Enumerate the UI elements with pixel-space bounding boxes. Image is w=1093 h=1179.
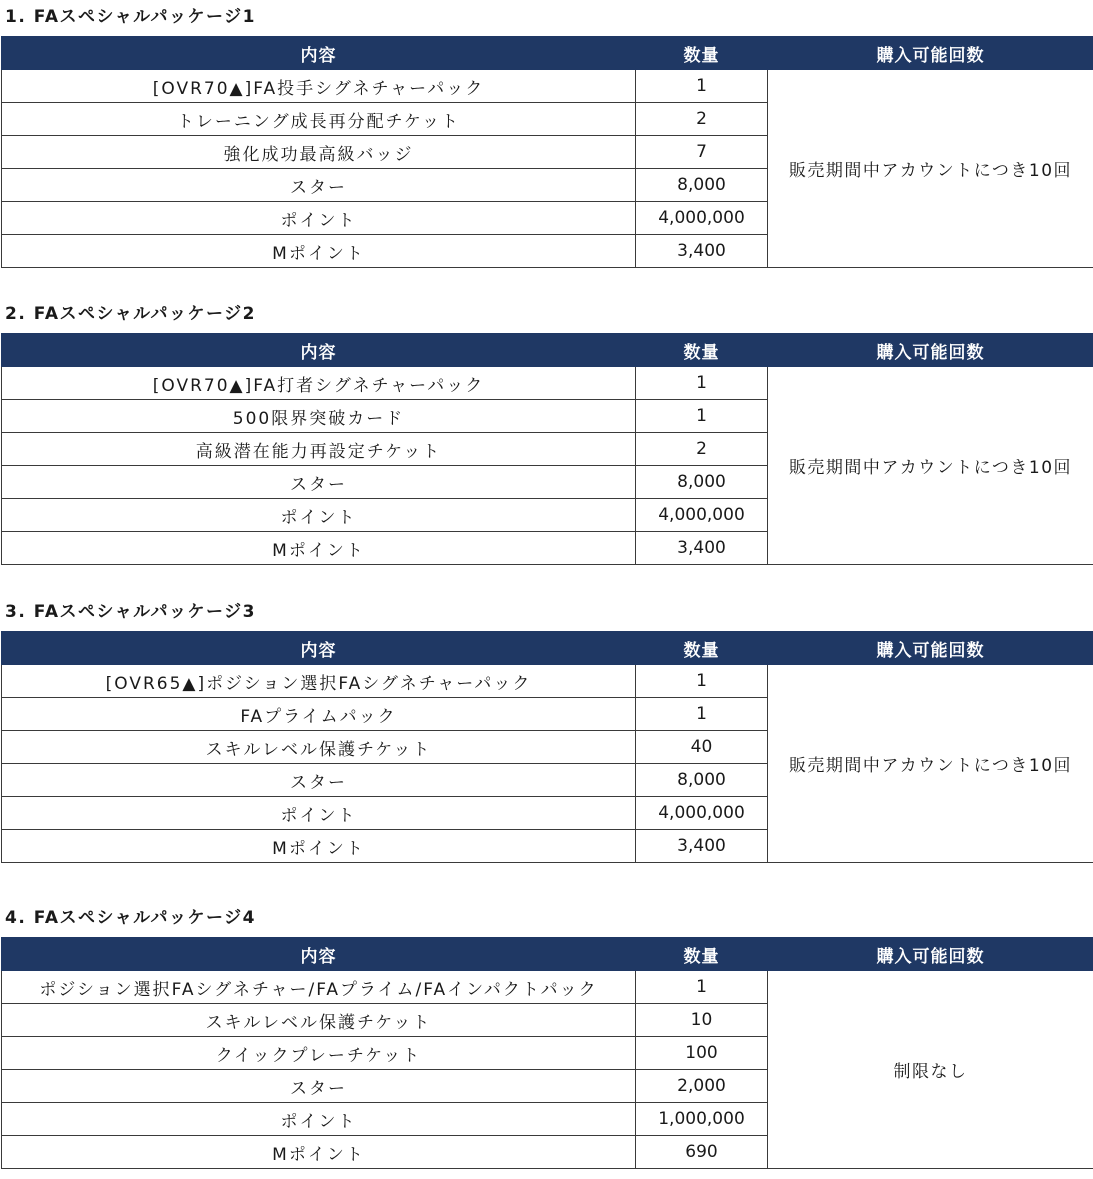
item-quantity: 690 — [636, 1136, 768, 1169]
item-quantity: 4,000,000 — [636, 202, 768, 235]
item-name: スター — [2, 169, 636, 202]
package-title: 4. FAスペシャルパッケージ4 — [5, 908, 256, 928]
header-limit: 購入可能回数 — [768, 334, 1093, 367]
table-header-row — [2, 334, 1093, 367]
item-name: ポイント — [2, 797, 636, 830]
package-title: 2. FAスペシャルパッケージ2 — [5, 304, 256, 324]
purchase-limit: 制限なし — [768, 971, 1093, 1169]
item-name: ポイント — [2, 499, 636, 532]
table-row — [2, 367, 1093, 400]
item-name: トレーニング成長再分配チケット — [2, 103, 636, 136]
item-quantity: 1 — [636, 400, 768, 433]
package-table — [1, 36, 1093, 268]
item-name: 500限界突破カード — [2, 400, 636, 433]
item-quantity: 1 — [636, 70, 768, 103]
item-name: スキルレベル保護チケット — [2, 1004, 636, 1037]
item-quantity: 1 — [636, 665, 768, 698]
header-limit: 購入可能回数 — [768, 37, 1093, 70]
header-quantity: 数量 — [636, 632, 768, 665]
item-quantity: 40 — [636, 731, 768, 764]
header-content: 内容 — [2, 938, 636, 971]
package-table — [1, 937, 1093, 1169]
package-table — [1, 631, 1093, 863]
table-header-row — [2, 37, 1093, 70]
header-quantity: 数量 — [636, 938, 768, 971]
purchase-limit: 販売期間中アカウントにつき10回 — [768, 665, 1093, 863]
item-quantity: 7 — [636, 136, 768, 169]
item-quantity: 2 — [636, 433, 768, 466]
item-quantity: 2,000 — [636, 1070, 768, 1103]
item-quantity: 8,000 — [636, 169, 768, 202]
table-row — [2, 971, 1093, 1004]
purchase-limit: 販売期間中アカウントにつき10回 — [768, 70, 1093, 268]
item-quantity: 3,400 — [636, 830, 768, 863]
purchase-limit: 販売期間中アカウントにつき10回 — [768, 367, 1093, 565]
header-content: 内容 — [2, 632, 636, 665]
item-quantity: 8,000 — [636, 466, 768, 499]
item-name: Mポイント — [2, 532, 636, 565]
item-quantity: 8,000 — [636, 764, 768, 797]
item-quantity: 1 — [636, 698, 768, 731]
package-title: 3. FAスペシャルパッケージ3 — [5, 602, 256, 622]
item-name: Mポイント — [2, 1136, 636, 1169]
item-name: ポジション選択FAシグネチャー/FAプライム/FAインパクトパック — [2, 971, 636, 1004]
item-quantity: 2 — [636, 103, 768, 136]
header-quantity: 数量 — [636, 37, 768, 70]
item-quantity: 1 — [636, 971, 768, 1004]
table-header-row — [2, 632, 1093, 665]
package-table — [1, 333, 1093, 565]
item-name: スター — [2, 466, 636, 499]
item-quantity: 10 — [636, 1004, 768, 1037]
table-header-row — [2, 938, 1093, 971]
item-name: Mポイント — [2, 830, 636, 863]
item-name: 強化成功最高級バッジ — [2, 136, 636, 169]
header-quantity: 数量 — [636, 334, 768, 367]
table-row — [2, 665, 1093, 698]
item-name: ポイント — [2, 202, 636, 235]
item-name: [OVR65▲]ポジション選択FAシグネチャーパック — [2, 665, 636, 698]
item-quantity: 1,000,000 — [636, 1103, 768, 1136]
header-limit: 購入可能回数 — [768, 632, 1093, 665]
item-quantity: 3,400 — [636, 235, 768, 268]
item-quantity: 3,400 — [636, 532, 768, 565]
item-name: 高級潜在能力再設定チケット — [2, 433, 636, 466]
header-limit: 購入可能回数 — [768, 938, 1093, 971]
item-quantity: 100 — [636, 1037, 768, 1070]
header-content: 内容 — [2, 37, 636, 70]
item-name: クイックプレーチケット — [2, 1037, 636, 1070]
item-name: ポイント — [2, 1103, 636, 1136]
item-quantity: 4,000,000 — [636, 797, 768, 830]
item-name: Mポイント — [2, 235, 636, 268]
header-content: 内容 — [2, 334, 636, 367]
item-quantity: 1 — [636, 367, 768, 400]
item-name: スキルレベル保護チケット — [2, 731, 636, 764]
item-name: [OVR70▲]FA投手シグネチャーパック — [2, 70, 636, 103]
item-name: スター — [2, 1070, 636, 1103]
item-name: [OVR70▲]FA打者シグネチャーパック — [2, 367, 636, 400]
item-name: FAプライムパック — [2, 698, 636, 731]
item-quantity: 4,000,000 — [636, 499, 768, 532]
table-row — [2, 70, 1093, 103]
item-name: スター — [2, 764, 636, 797]
package-title: 1. FAスペシャルパッケージ1 — [5, 7, 256, 27]
